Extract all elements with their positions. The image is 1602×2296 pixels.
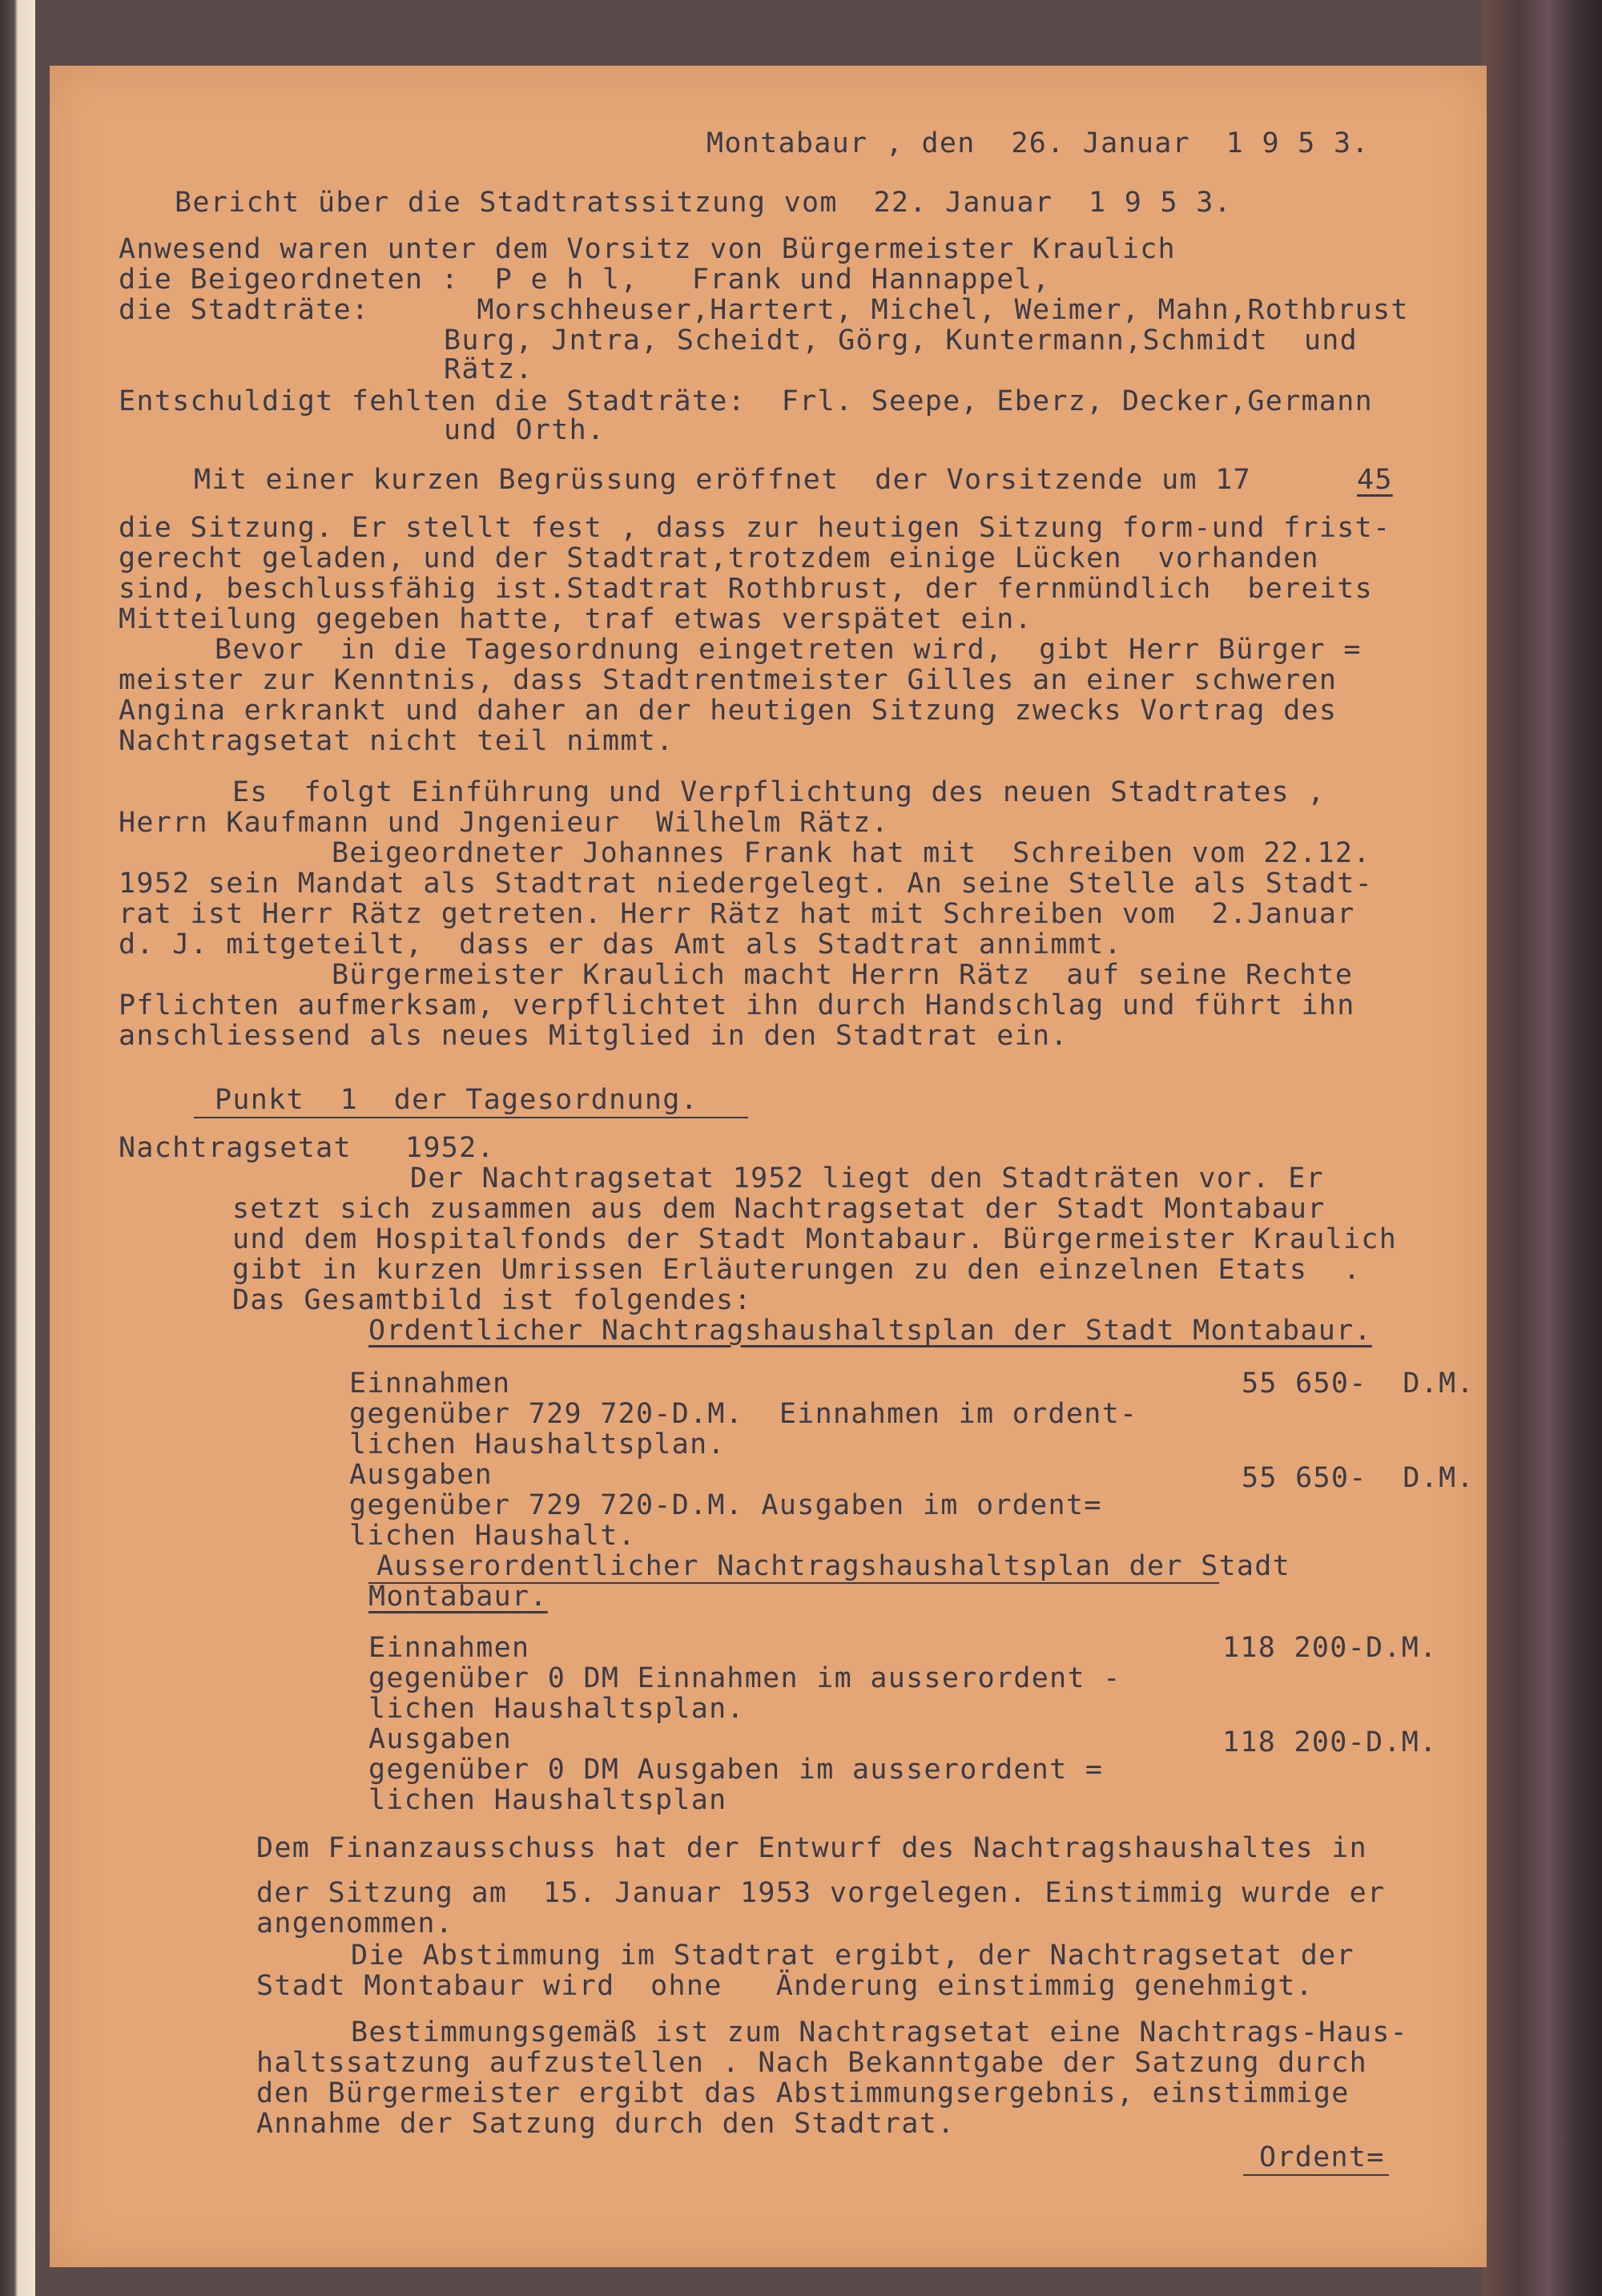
opening-line: gerecht geladen, und der Stadtrat,trotzdem einige Lücken vorhanden [119, 542, 1319, 574]
ausserordentlich-einnahmen-amount: 118 200-D.M. [1222, 1632, 1438, 1664]
closing-line: Stadt Montabaur wird ohne Änderung einstimmig genehmigt. [256, 1970, 1314, 2002]
ausserordentlich-heading: Ausserordentlicher Nachtragshaushaltsplan der Stadt [376, 1550, 1290, 1582]
intro-line: gibt in kurzen Umrissen Erläuterungen zu den einzelnen Etats . [232, 1254, 1362, 1286]
ausserordentlich-ausgaben-amount: 118 200-D.M. [1222, 1726, 1438, 1758]
budget-line: lichen Haushaltsplan. [349, 1428, 726, 1460]
oath-line: 1952 sein Mandat als Stadtrat niedergelegt. An seine Stelle als Stadt- [119, 868, 1374, 900]
closing-line: haltssatzung aufzustellen . Nach Bekanntgabe der Satzung durch [256, 2047, 1368, 2079]
closing-line: den Bürgermeister ergibt das Abstimmungsergebnis, einstimmige [256, 2077, 1350, 2109]
budget-line: Ausgaben [349, 1459, 493, 1491]
closing-line: Dem Finanzausschuss hat der Entwurf des Nachtragshaushaltes in [256, 1832, 1368, 1864]
opening-time-minutes: 45 [1357, 464, 1393, 496]
intro-line: Das Gesamtbild ist folgendes: [232, 1284, 752, 1316]
intro-line: Der Nachtragsetat 1952 liegt den Stadträten vor. Er [410, 1162, 1324, 1194]
report-title: Bericht über die Stadtratssitzung vom 22. Januar 1 9 5 3. [175, 187, 1232, 219]
attendance-line: Anwesend waren unter dem Vorsitz von Bürgermeister Kraulich [119, 233, 1176, 265]
attendance-line: Burg, Jntra, Scheidt, Görg, Kuntermann,Schmidt und [444, 324, 1358, 356]
opening-line: Mitteilung gegeben hatte, traf etwas verspätet ein. [119, 603, 1032, 635]
opening-line: sind, beschlussfähig ist.Stadtrat Rothbrust, der fernmündlich bereits [119, 573, 1374, 605]
oath-line: d. J. mitgeteilt, dass er das Amt als Stadtrat annimmt. [119, 928, 1122, 961]
oath-line: Beigeordneter Johannes Frank hat mit Schreiben vom 22.12. [332, 837, 1371, 869]
closing-line: Bestimmungsgemäß ist zum Nachtragsetat eine Nachtrags-Haus- [351, 2016, 1408, 2048]
ordentlich-ausgaben-amount: 55 650- D.M. [1242, 1462, 1475, 1494]
budget-line: Einnahmen [349, 1368, 511, 1400]
budget-line: lichen Haushaltsplan. [368, 1693, 745, 1725]
absent-line: Entschuldigt fehlten die Stadträte: Frl. Seepe, Eberz, Decker,Germann [119, 385, 1374, 417]
ordentlich-heading: Ordentlicher Nachtragshaushaltsplan der Stadt Montabaur. [368, 1315, 1372, 1347]
budget-line: gegenüber 729 720-D.M. Einnahmen im ordent- [349, 1398, 1138, 1430]
place-date: Montabaur , den 26. Januar 1 9 5 3. [706, 127, 1370, 159]
opening-line: meister zur Kenntnis, dass Stadtrentmeister Gilles an einer schweren [119, 664, 1338, 696]
oath-line: rat ist Herr Rätz getreten. Herr Rätz hat mit Schreiben vom 2.Januar [119, 898, 1355, 930]
budget-line: Einnahmen [368, 1632, 530, 1664]
intro-line: und dem Hospitalfonds der Stadt Montabaur. Bürgermeister Kraulich [232, 1223, 1398, 1255]
budget-line: lichen Haushaltsplan [368, 1784, 727, 1816]
attendance-line: die Stadträte: Morschheuser,Hartert, Michel, Weimer, Mahn,Rothbrust [119, 294, 1409, 326]
closing-line: der Sitzung am 15. Januar 1953 vorgelegen. Einstimmig wurde er [256, 1877, 1386, 1909]
continuation-underline [1243, 2174, 1389, 2176]
oath-line: Bürgermeister Kraulich macht Herrn Rätz auf seine Rechte [332, 959, 1354, 991]
closing-line: Annahme der Satzung durch den Stadtrat. [256, 2108, 956, 2140]
left-page-edge [0, 0, 35, 2296]
typed-page [50, 66, 1487, 2267]
budget-line: gegenüber 729 720-D.M. Ausgaben im ordent= [349, 1489, 1102, 1521]
oath-line: anschliessend als neues Mitglied in den Stadtrat ein. [119, 1020, 1069, 1052]
agenda-heading-underline [194, 1117, 748, 1118]
book-binding [1482, 0, 1602, 2296]
agenda-subject: Nachtragsetat 1952. [119, 1132, 495, 1164]
oath-line: Pflichten aufmerksam, verpflichtet ihn durch Handschlag und führt ihn [119, 989, 1355, 1021]
ordentlich-einnahmen-amount: 55 650- D.M. [1242, 1368, 1475, 1400]
intro-line: setzt sich zusammen aus dem Nachtragsetat der Stadt Montabaur [232, 1193, 1326, 1225]
opening-line: Mit einer kurzen Begrüssung eröffnet der Vorsitzende um 17 [194, 464, 1251, 496]
attendance-line: Rätz. [444, 353, 533, 385]
opening-line: die Sitzung. Er stellt fest , dass zur heutigen Sitzung form-und frist- [119, 512, 1391, 544]
oath-line: Es folgt Einführung und Verpflichtung des neuen Stadtrates , [232, 776, 1326, 808]
budget-line: gegenüber 0 DM Ausgaben im ausserordent = [368, 1754, 1104, 1786]
closing-line: Die Abstimmung im Stadtrat ergibt, der Nachtragsetat der [351, 1940, 1354, 1972]
continuation-word: Ordent= [1259, 2141, 1385, 2173]
budget-line: lichen Haushalt. [349, 1520, 636, 1552]
closing-line: angenommen. [256, 1907, 454, 1940]
ausserordentlich-heading: Montabaur. [368, 1581, 548, 1613]
opening-line: Nachtragsetat nicht teil nimmt. [119, 725, 674, 757]
absent-line: und Orth. [444, 414, 606, 446]
agenda-heading: Punkt 1 der Tagesordnung. [215, 1084, 699, 1116]
opening-line: Bevor in die Tagesordnung eingetreten wird, gibt Herr Bürger = [215, 634, 1362, 666]
oath-line: Herrn Kaufmann und Jngenieur Wilhelm Rätz. [119, 807, 889, 839]
budget-line: gegenüber 0 DM Einnahmen im ausserordent - [368, 1662, 1121, 1694]
budget-line: Ausgaben [368, 1723, 512, 1755]
opening-line: Angina erkrankt und daher an der heutigen Sitzung zwecks Vortrag des [119, 695, 1338, 727]
attendance-line: die Beigeordneten : P e h l, Frank und Hannappel, [119, 264, 1051, 296]
